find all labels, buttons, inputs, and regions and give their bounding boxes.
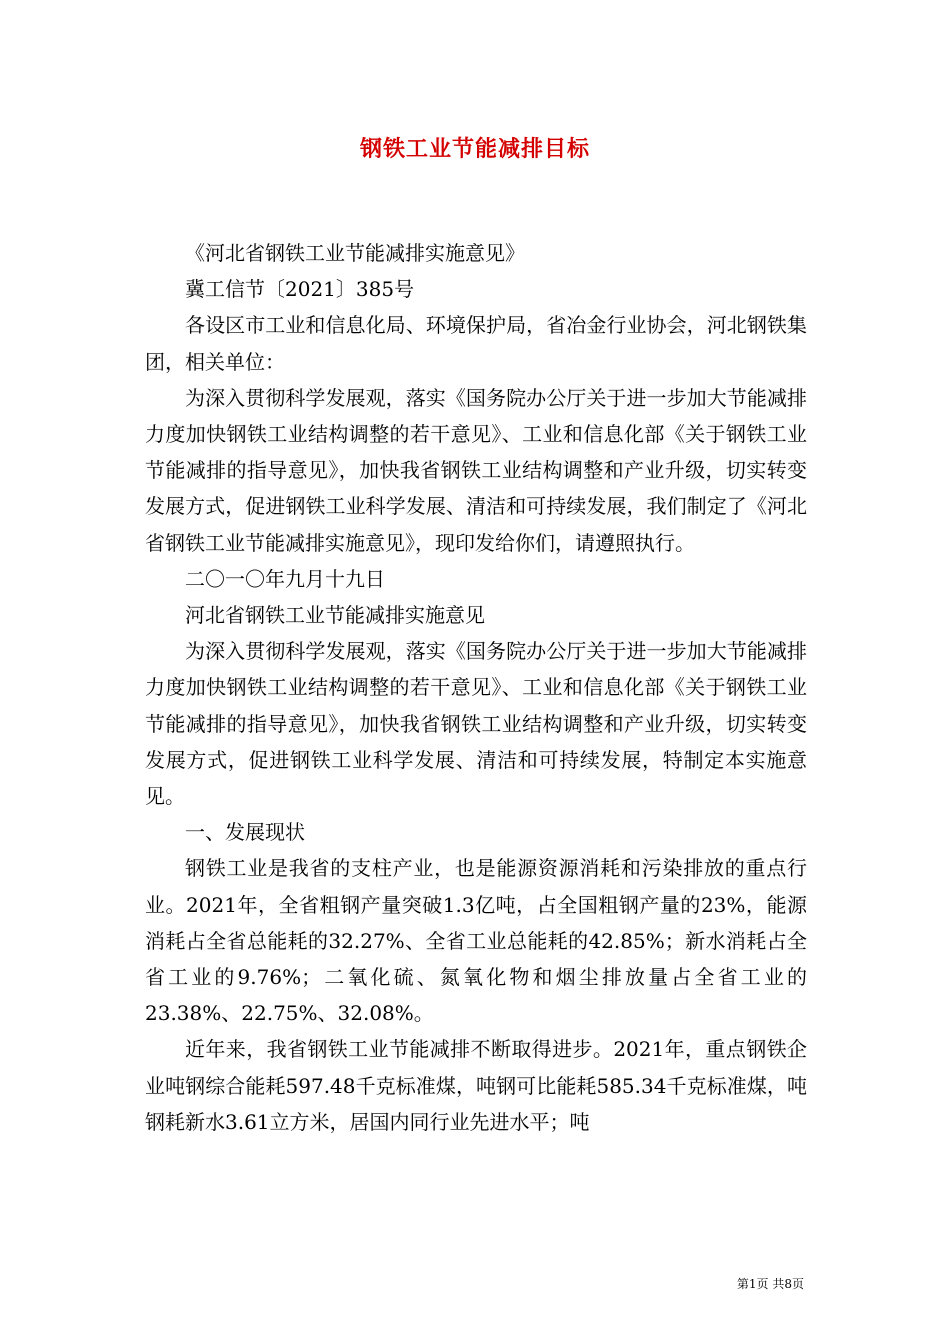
paragraph-subtitle: 河北省钢铁工业节能减排实施意见 bbox=[185, 603, 485, 628]
paragraph-intro: 为深入贯彻科学发展观，落实《国务院办公厅关于进一步加大节能减排力度加快钢铁工业结构调整的若干意见》、工业和信息化部《关于钢铁工业节能减排的指导意见》，加快我省钢铁工业结构调整和产业升级，切实转变发展方式，促进钢铁工业科学发展、清洁和可持续发展，特制定本实施意见。 bbox=[145, 639, 807, 809]
document-body bbox=[145, 235, 807, 1140]
document-title: 钢铁工业节能减排目标 bbox=[359, 136, 590, 162]
paragraph-date: 二〇一〇年九月十九日 bbox=[185, 566, 385, 591]
section-heading: 一、发展现状 bbox=[185, 820, 305, 845]
paragraph-doc-number: 冀工信节〔2021〕385号 bbox=[185, 277, 415, 302]
paragraph-doc-title: 《河北省钢铁工业节能减排实施意见》 bbox=[185, 241, 525, 265]
paragraph-addressees: 各设区市工业和信息化局、环境保护局，省冶金行业协会，河北钢铁集团，相关单位： bbox=[145, 313, 807, 374]
page-footer: 第1页 共8页 bbox=[736, 1277, 804, 1291]
paragraph-progress: 近年来，我省钢铁工业节能减排不断取得进步。2021年，重点钢铁企业吨钢综合能耗597.48千克标准煤，吨钢可比能耗585.34千克标准煤，吨钢耗新水3.61立方米，居国内同行业先进水平；吨 bbox=[145, 1037, 807, 1134]
paragraph-status: 钢铁工业是我省的支柱产业，也是能源资源消耗和污染排放的重点行业。2021年，全省粗钢产量突破1.3亿吨，占全国粗钢产量的23%，能源消耗占全省总能耗的32.27%、全省工业总能耗的42.85%；新水消耗占全省工业的9.76%；二氧化硫、氮氧化物和烟尘排放量占全省工业的23.38%、22.75%、32.08%。 bbox=[145, 856, 807, 1026]
paragraph-notice: 为深入贯彻科学发展观，落实《国务院办公厅关于进一步加大节能减排力度加快钢铁工业结构调整的若干意见》、工业和信息化部《关于钢铁工业节能减排的指导意见》，加快我省钢铁工业结构调整和产业升级，切实转变发展方式，促进钢铁工业科学发展、清洁和可持续发展，我们制定了《河北省钢铁工业节能减排实施意见》，现印发给你们，请遵照执行。 bbox=[145, 385, 807, 555]
